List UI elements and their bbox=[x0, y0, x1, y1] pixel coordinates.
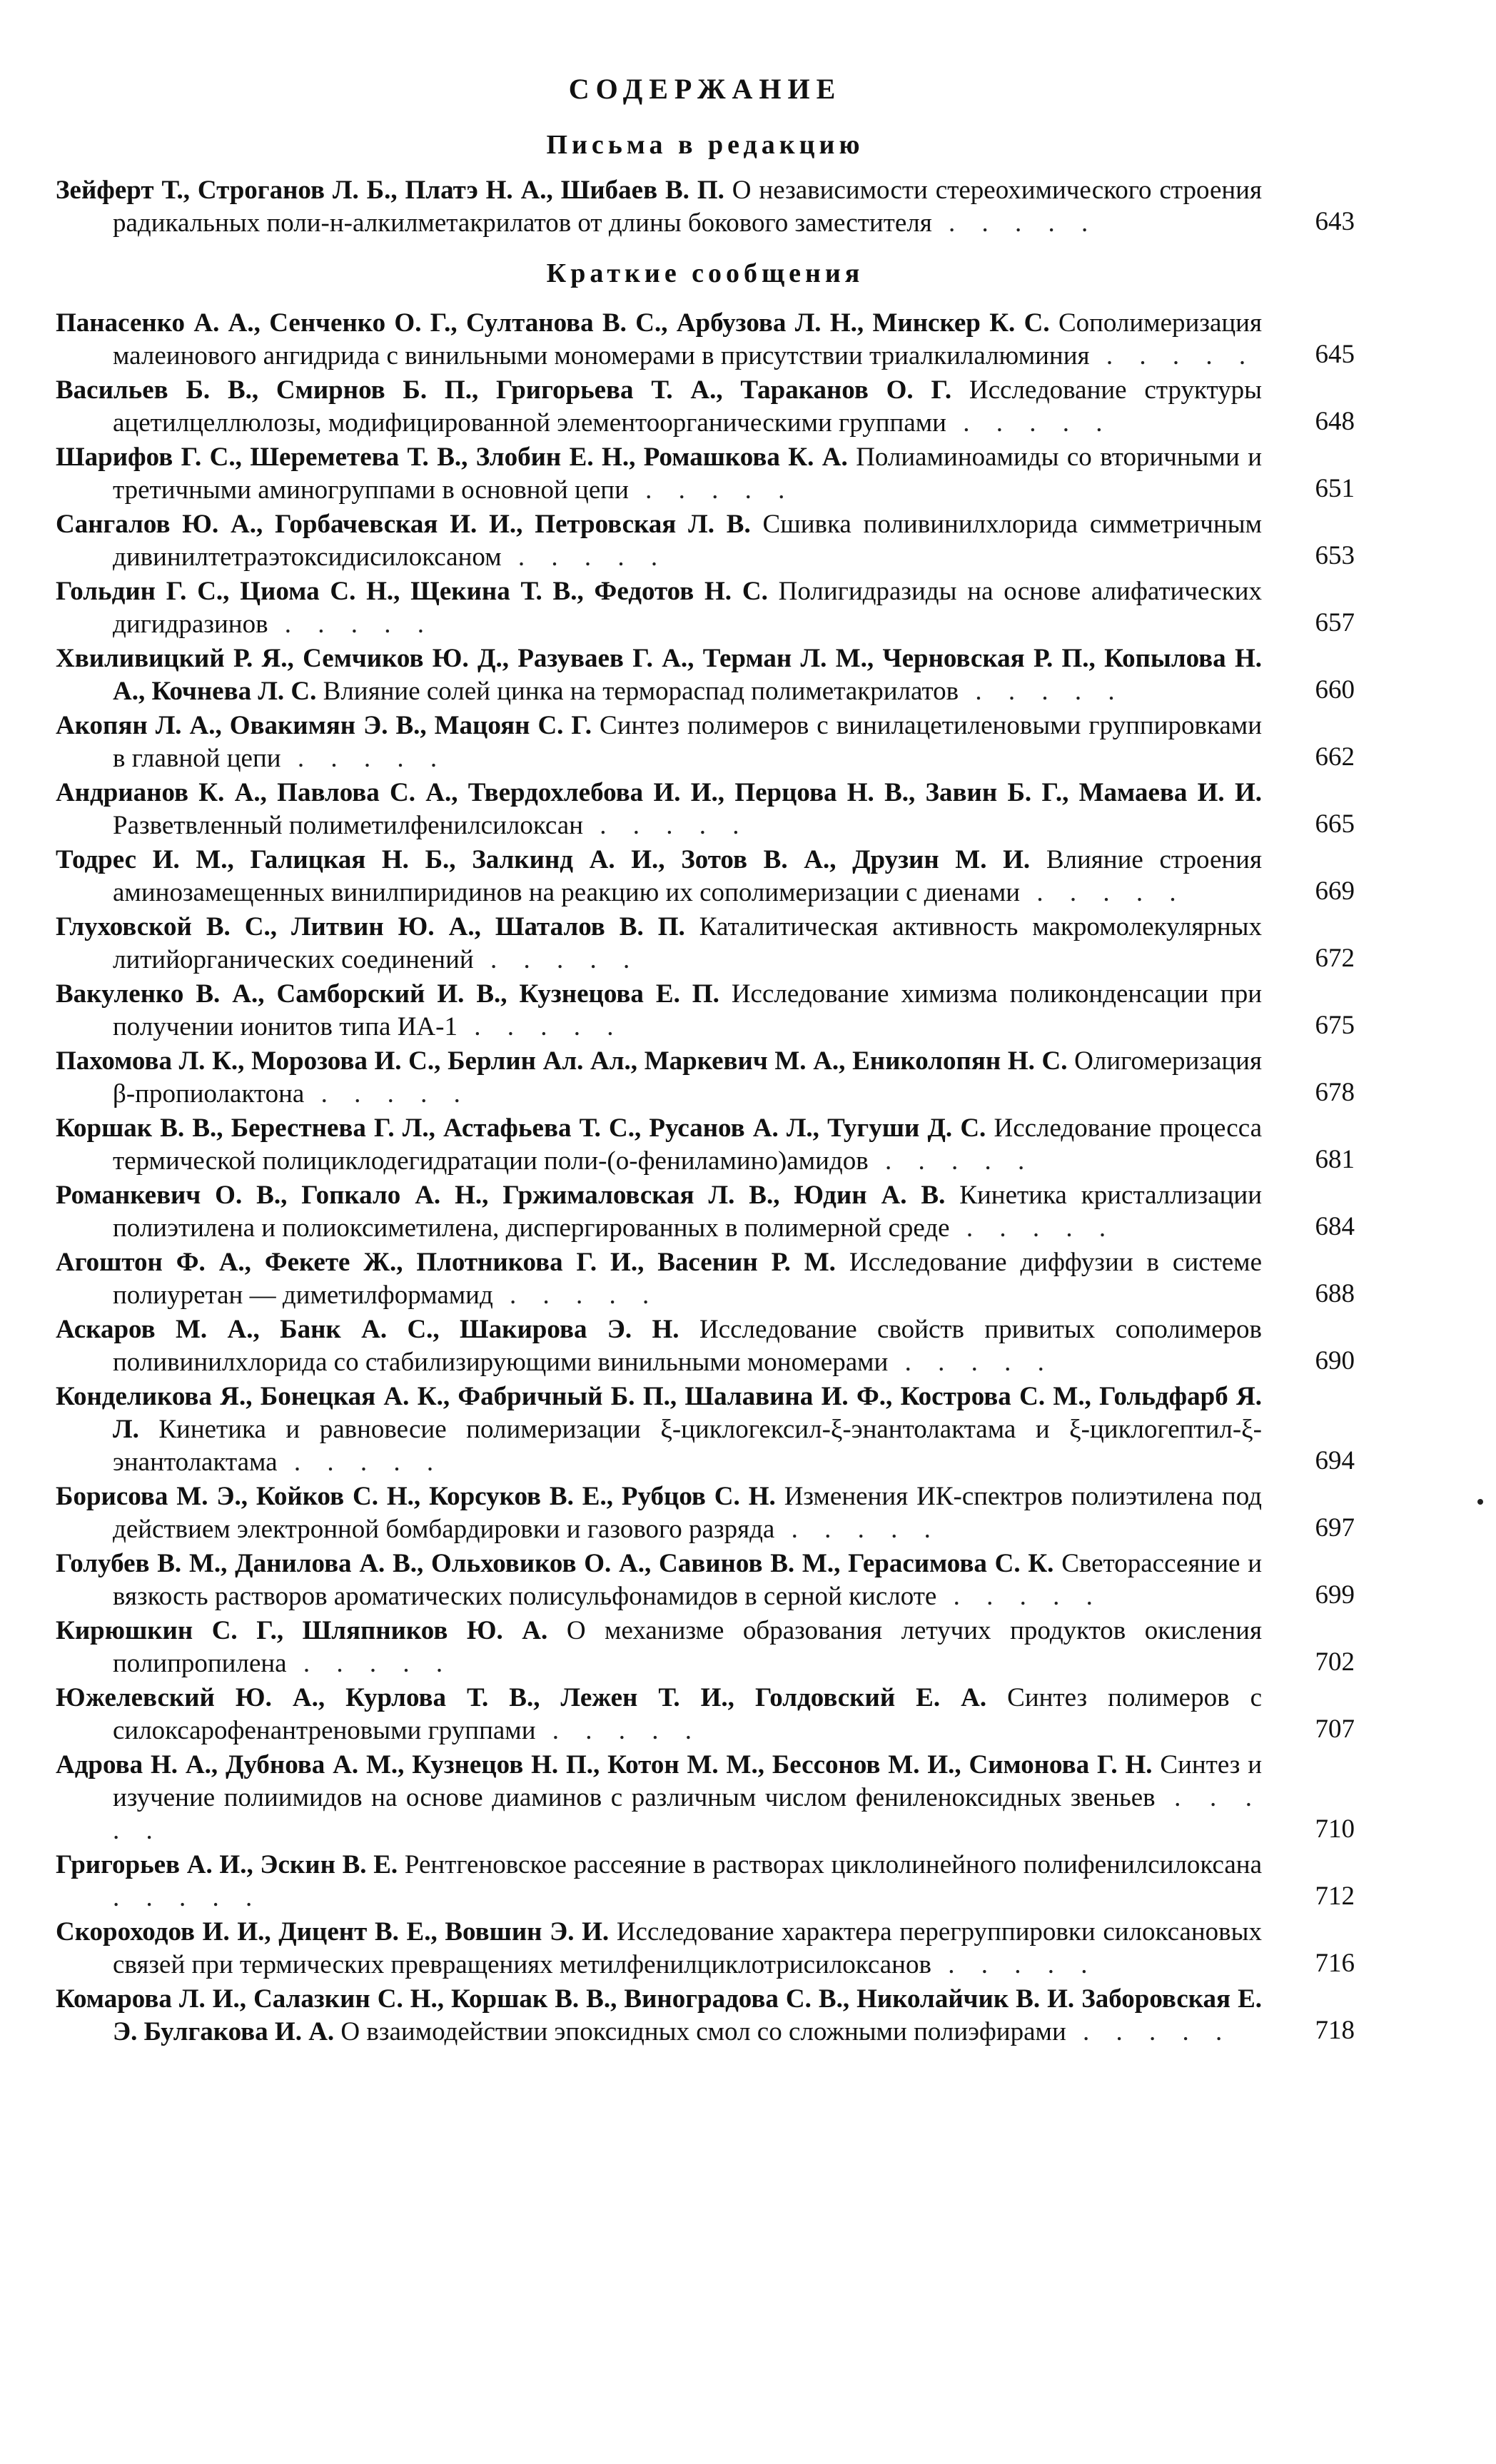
section-heading: Краткие сообщения bbox=[546, 258, 864, 288]
entry-page-number: 657 bbox=[1315, 608, 1355, 637]
entry-page-number: 707 bbox=[1315, 1715, 1355, 1744]
page-title: СОДЕРЖАНИЕ bbox=[568, 73, 842, 105]
entry-text bbox=[56, 1983, 1262, 2049]
entry-authors: Григорьев А. И., Эскин В. Е. bbox=[56, 1850, 398, 1879]
entry-title: Влияние солей цинка на термораспад полиметакрилатов bbox=[323, 677, 959, 706]
entry-title: Каталитическая активность макромолекулярных литийорганических соединений bbox=[113, 912, 1262, 974]
dot-leader: . . . . . bbox=[931, 208, 1098, 238]
dot-leader: . . . . . bbox=[1089, 341, 1256, 370]
entry-page-number: 665 bbox=[1315, 809, 1355, 839]
entry-authors: Аскаров М. А., Банк А. С., Шакирова Э. Н. bbox=[56, 1315, 679, 1344]
entry-text bbox=[56, 710, 1262, 775]
entry-authors: Акопян Л. А., Овакимян Э. В., Мацоян С. Г. bbox=[56, 711, 592, 740]
entry-text bbox=[56, 1682, 1262, 1747]
entry-authors: Кирюшкин С. Г., Шляпников Ю. А. bbox=[56, 1616, 548, 1645]
entry-title: Разветвленный полиметилфенилсилоксан bbox=[113, 811, 583, 840]
entry-text bbox=[56, 174, 1262, 240]
toc-entry[interactable] bbox=[56, 1480, 1355, 1546]
entry-authors: Южелевский Ю. А., Курлова Т. В., Лежен Т. И., Голдовский Е. А. bbox=[56, 1683, 987, 1712]
dot-leader: . . . . . bbox=[959, 677, 1125, 706]
entry-page-number: 684 bbox=[1315, 1212, 1355, 1241]
toc-entry[interactable] bbox=[56, 1916, 1355, 1981]
toc-entry[interactable] bbox=[56, 174, 1355, 240]
toc-entry[interactable] bbox=[56, 508, 1355, 574]
entry-title: Светорассеяние и вязкость растворов ароматических полисульфонамидов в серной кислоте bbox=[113, 1549, 1262, 1611]
toc-entry[interactable] bbox=[56, 911, 1355, 976]
dot-leader: . . . . . bbox=[113, 1783, 1262, 1845]
entry-page-number: 675 bbox=[1315, 1011, 1355, 1040]
toc-entry[interactable] bbox=[56, 1983, 1355, 2049]
entry-title: Полиаминоамиды со вторичными и третичными аминогруппами в основной цепи bbox=[113, 443, 1262, 505]
entry-page-number: 678 bbox=[1315, 1078, 1355, 1107]
entry-text bbox=[56, 1615, 1262, 1680]
entry-title: Полигидразиды на основе алифатических дигидразинов bbox=[113, 577, 1263, 639]
entry-page-number: 718 bbox=[1315, 2016, 1355, 2045]
entry-authors: Пахомова Л. К., Морозова И. С., Берлин Ал. Ал., Маркевич М. А., Ениколопян Н. С. bbox=[56, 1046, 1068, 1076]
entry-title: Изменения ИК-спектров полиэтилена под действием электронной бомбардировки и газового разряда bbox=[113, 1482, 1263, 1544]
entry-title: О независимости стереохимического строения радикальных поли-н-алкилметакрилатов от длины бокового заместителя bbox=[113, 176, 1262, 238]
entry-authors: Зейферт Т., Строганов Л. Б., Платэ Н. А., Шибаев В. П. bbox=[56, 176, 724, 205]
entry-text bbox=[56, 1547, 1262, 1613]
entry-page-number: 699 bbox=[1315, 1580, 1355, 1610]
entry-text bbox=[56, 844, 1262, 909]
entry-page-number: 716 bbox=[1315, 1949, 1355, 1978]
toc-entry[interactable] bbox=[56, 1849, 1355, 1914]
dot-leader: . . . . . bbox=[936, 1582, 1103, 1611]
entry-authors: Борисова М. Э., Койков С. Н., Корсуков В. Е., Рубцов С. Н. bbox=[56, 1482, 776, 1511]
entry-page-number: 651 bbox=[1315, 474, 1355, 503]
toc-entry[interactable] bbox=[56, 1313, 1355, 1379]
toc-entry[interactable] bbox=[56, 374, 1355, 440]
dot-leader: . . . . . bbox=[304, 1079, 470, 1109]
entry-authors: Комарова Л. И., Салазкин С. Н., Коршак В. В., Виноградова С. В., Николайчик В. И. Заборовская Е. Э. Булгакова И. А. bbox=[56, 1984, 1262, 2046]
toc-entry[interactable] bbox=[56, 1179, 1355, 1245]
toc-entry[interactable] bbox=[56, 1547, 1355, 1613]
toc-entry[interactable] bbox=[56, 1682, 1355, 1747]
toc-entry[interactable] bbox=[56, 1045, 1355, 1111]
dot-leader: . . . . . bbox=[268, 610, 435, 639]
toc-entry[interactable] bbox=[56, 441, 1355, 507]
entry-page-number: 648 bbox=[1315, 407, 1355, 436]
entry-text bbox=[56, 508, 1262, 574]
entry-authors: Вакуленко В. А., Самборский И. В., Кузнецова Е. П. bbox=[56, 979, 719, 1009]
toc-entry[interactable] bbox=[56, 844, 1355, 909]
entry-title: Влияние строения аминозамещенных винилпиридинов на реакцию их сополимеризации с диенами bbox=[113, 845, 1262, 907]
entry-page-number: 653 bbox=[1315, 541, 1355, 570]
entry-text bbox=[56, 1749, 1262, 1847]
entry-page-number: 660 bbox=[1315, 675, 1355, 705]
entry-text bbox=[56, 307, 1262, 373]
toc-entry[interactable] bbox=[56, 575, 1355, 641]
entry-text bbox=[56, 1313, 1262, 1379]
dot-leader: . . . . . bbox=[113, 1883, 263, 1912]
entry-page-number: 712 bbox=[1315, 1882, 1355, 1911]
dot-leader: . . . . . bbox=[286, 1649, 453, 1678]
section-heading: Письма в редакцию bbox=[546, 130, 864, 160]
dot-leader: . . . . . bbox=[628, 475, 795, 505]
entry-title: Синтез полимеров с силоксарофенантреновыми группами bbox=[113, 1683, 1262, 1745]
entry-title: Олигомеризация β-пропиолактона bbox=[113, 1046, 1263, 1109]
entry-title: Исследование свойств привитых сополимеров поливинилхлорида со стабилизирующими винильными мономерами bbox=[113, 1315, 1262, 1377]
entry-text bbox=[56, 1045, 1262, 1111]
entry-text bbox=[56, 1112, 1262, 1178]
entry-authors: Агоштон Ф. А., Фекете Ж., Плотникова Г. И., Васенин Р. М. bbox=[56, 1248, 836, 1277]
entry-text bbox=[56, 642, 1262, 708]
entry-text bbox=[56, 1380, 1262, 1479]
entry-page-number: 669 bbox=[1315, 877, 1355, 906]
entry-page-number: 694 bbox=[1315, 1446, 1355, 1475]
entry-text bbox=[56, 911, 1262, 976]
entry-authors: Романкевич О. В., Гопкало А. Н., Гржималовская Л. В., Юдин А. В. bbox=[56, 1181, 946, 1210]
entry-text bbox=[56, 374, 1262, 440]
entry-authors: Сангалов Ю. А., Горбачевская И. И., Петровская Л. В. bbox=[56, 510, 751, 539]
entry-authors: Панасенко А. А., Сенченко О. Г., Султанова В. С., Арбузова Л. Н., Минскер К. С. bbox=[56, 308, 1050, 338]
entry-authors: Конделикова Я., Бонецкая А. К., Фабричный Б. П., Шалавина И. Ф., Кострова С. М., Гольдфарб Я. Л. bbox=[56, 1382, 1262, 1444]
entry-text bbox=[56, 1179, 1262, 1245]
toc-entry[interactable] bbox=[56, 307, 1355, 373]
toc-entry[interactable] bbox=[56, 1246, 1355, 1312]
toc-entry[interactable] bbox=[56, 1380, 1355, 1479]
dot-leader: . . . . . bbox=[1020, 878, 1186, 907]
entry-authors: Адрова Н. А., Дубнова А. М., Кузнецов Н. П., Котон М. М., Бессонов М. И., Симонова Г. Н. bbox=[56, 1750, 1153, 1779]
sections-container bbox=[56, 128, 1355, 2049]
entry-page-number: 697 bbox=[1315, 1513, 1355, 1542]
entry-page-number: 688 bbox=[1315, 1279, 1355, 1308]
entry-authors: Скороходов И. И., Дицент В. Е., Вовшин Э. И. bbox=[56, 1917, 610, 1947]
toc-entry[interactable] bbox=[56, 978, 1355, 1044]
entry-page-number: 645 bbox=[1315, 340, 1355, 369]
entry-text bbox=[56, 978, 1262, 1044]
entry-title: О механизме образования летучих продуктов окисления полипропилена bbox=[113, 1616, 1263, 1678]
entry-page-number: 672 bbox=[1315, 944, 1355, 973]
entry-authors: Тодрес И. М., Галицкая Н. Б., Залкинд А. И., Зотов В. А., Друзин М. И. bbox=[56, 845, 1031, 874]
entry-title: Синтез полимеров с винилацетиленовыми группировками в главной цепи bbox=[113, 711, 1262, 773]
toc-entry[interactable] bbox=[56, 1112, 1355, 1178]
entry-authors: Гольдин Г. С., Циома С. Н., Щекина Т. В., Федотов Н. С. bbox=[56, 577, 768, 606]
dot-leader: . . . . . bbox=[868, 1146, 1035, 1176]
dot-leader: . . . . . bbox=[931, 1950, 1098, 1979]
entry-page-number: 710 bbox=[1315, 1814, 1355, 1844]
entry-authors: Андрианов К. А., Павлова С. А., Твердохлебова И. И., Перцова Н. В., Завин Б. Г., Мамаева И. И. bbox=[56, 778, 1262, 807]
table-of-contents bbox=[56, 71, 1355, 2050]
entry-title: Сшивка поливинилхлорида симметричным дивинилтетраэтоксидисилоксаном bbox=[113, 510, 1262, 572]
entry-text bbox=[56, 777, 1262, 842]
entry-authors: Шарифов Г. С., Шереметева Т. В., Злобин Е. Н., Ромашкова К. А. bbox=[56, 443, 848, 472]
toc-entry[interactable] bbox=[56, 1615, 1355, 1680]
toc-entry[interactable] bbox=[56, 710, 1355, 775]
entry-title: Сополимеризация малеинового ангидрида с винильными мономерами в присутствии триалкилалюминия bbox=[113, 308, 1262, 370]
entry-page-number: 702 bbox=[1315, 1647, 1355, 1677]
entry-text bbox=[56, 575, 1262, 641]
margin-mark bbox=[1477, 1499, 1483, 1505]
entry-text bbox=[56, 1246, 1262, 1312]
entry-authors: Глуховской В. С., Литвин Ю. А., Шаталов В. П. bbox=[56, 912, 685, 941]
entry-authors: Голубев В. М., Данилова А. В., Ольховиков О. А., Савинов В. М., Герасимова С. К. bbox=[56, 1549, 1054, 1578]
toc-entry[interactable] bbox=[56, 777, 1355, 842]
dot-leader: . . . . . bbox=[946, 408, 1113, 438]
dot-leader: . . . . . bbox=[457, 1012, 624, 1041]
dot-leader: . . . . . bbox=[1066, 2017, 1233, 2046]
dot-leader: . . . . . bbox=[774, 1515, 941, 1544]
entry-authors: Васильев Б. В., Смирнов Б. П., Григорьева Т. А., Тараканов О. Г. bbox=[56, 375, 952, 405]
dot-leader: . . . . . bbox=[888, 1348, 1054, 1377]
dot-leader: . . . . . bbox=[501, 542, 668, 572]
dot-leader: . . . . . bbox=[535, 1716, 702, 1745]
entry-title: Кинетика и равновесие полимеризации ξ-циклогексил-ξ-энантолактама и ξ-циклогептил-ξ-энантолактама bbox=[113, 1415, 1262, 1477]
entry-text bbox=[56, 441, 1262, 507]
entry-title: Синтез и изучение полиимидов на основе диаминов с различным числом фениленоксидных звеньев bbox=[113, 1750, 1263, 1812]
entry-page-number: 690 bbox=[1315, 1346, 1355, 1375]
entry-text bbox=[56, 1916, 1262, 1981]
entry-title: Кинетика кристаллизации полиэтилена и полиоксиметилена, диспергированных в полимерной среде bbox=[113, 1181, 1263, 1243]
entry-title: Исследование структуры ацетилцеллюлозы, модифицированной элементоорганическими группами bbox=[113, 375, 1262, 438]
toc-entry[interactable] bbox=[56, 642, 1355, 708]
entry-authors: Хвиливицкий Р. Я., Семчиков Ю. Д., Разуваев Г. А., Терман Л. М., Черновская Р. П., Копылова Н. А., Кочнева Л. С. bbox=[56, 644, 1262, 706]
entry-text bbox=[56, 1849, 1262, 1914]
entry-title: Исследование диффузии в системе полиуретан — диметилформамид bbox=[113, 1248, 1263, 1310]
entry-title: Рентгеновское рассеяние в растворах циклолинейного полифенилсилоксана bbox=[404, 1850, 1262, 1879]
dot-leader: . . . . . bbox=[473, 945, 640, 974]
toc-entry[interactable] bbox=[56, 1749, 1355, 1847]
entry-page-number: 643 bbox=[1315, 207, 1355, 236]
dot-leader: . . . . . bbox=[277, 1448, 444, 1477]
dot-leader: . . . . . bbox=[949, 1213, 1116, 1243]
entry-page-number: 662 bbox=[1315, 742, 1355, 772]
entry-text bbox=[56, 1480, 1262, 1546]
dot-leader: . . . . . bbox=[280, 744, 448, 773]
entry-authors: Коршак В. В., Берестнева Г. Л., Астафьева Т. С., Русанов А. Л., Тугуши Д. С. bbox=[56, 1114, 986, 1143]
entry-title: О взаимодействии эпоксидных смол со сложными полиэфирами bbox=[340, 2017, 1066, 2046]
dot-leader: . . . . . bbox=[583, 811, 749, 840]
entry-title: Исследование процесса термической полициклодегидратации поли-(о-фениламино)амидов bbox=[113, 1114, 1263, 1176]
entry-title: Исследование характера перегруппировки силоксановых связей при термических превращениях метилфенилциклотрисилоксанов bbox=[113, 1917, 1263, 1979]
dot-leader: . . . . . bbox=[492, 1281, 659, 1310]
entry-title: Исследование химизма поликонденсации при получении ионитов типа ИА-1 bbox=[113, 979, 1263, 1041]
entry-page-number: 681 bbox=[1315, 1145, 1355, 1174]
